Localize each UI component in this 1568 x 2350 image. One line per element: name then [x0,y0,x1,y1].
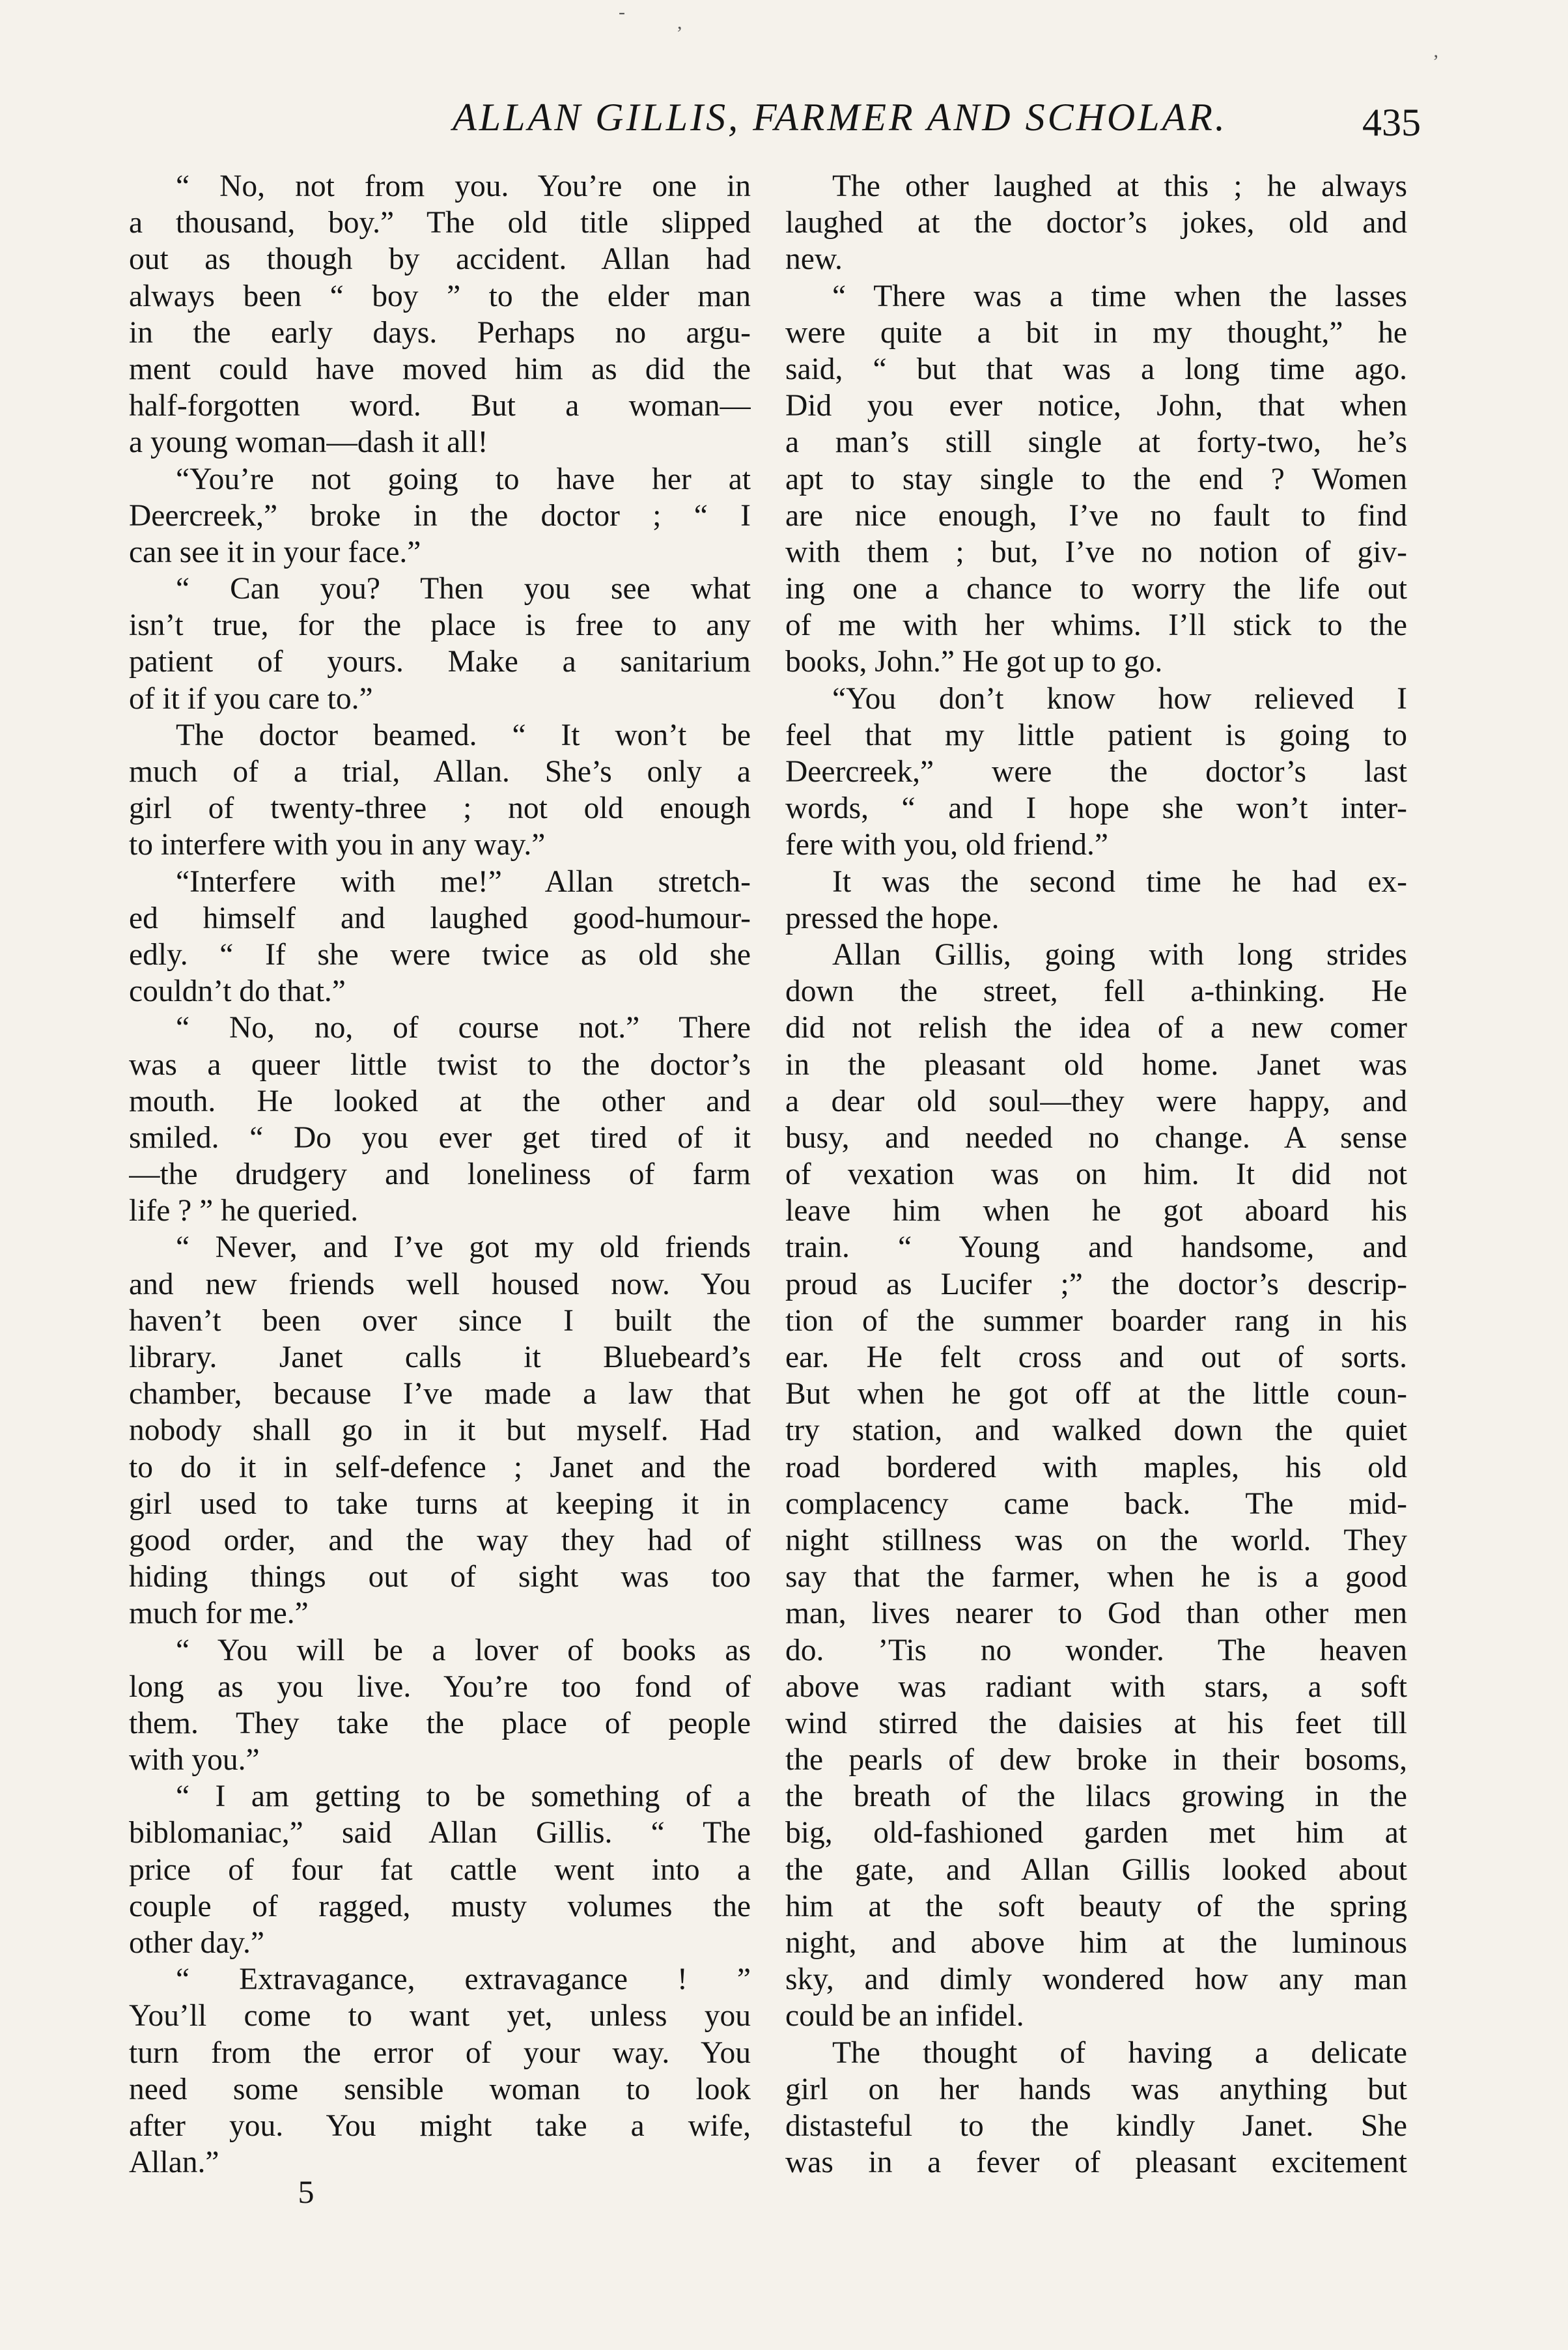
text-line: ing one a chance to worry the life out [785,572,1407,606]
text-line: “Interfere with me!” Allan stretch- [176,864,751,899]
text-line: feel that my little patient is going to [785,718,1407,752]
text-line: after you. You might take a wife, [129,2108,751,2143]
text-line: could be an infidel. [785,1999,1024,2033]
text-line: couple of ragged, musty volumes the [129,1889,751,1923]
text-line: in the pleasant old home. Janet was [785,1047,1407,1082]
page-number: 435 [1362,101,1421,144]
text-line: in the early days. Perhaps no argu- [129,315,751,350]
text-line: a young woman—dash it all! [129,425,488,460]
text-line: was in a fever of pleasant excitement [785,2145,1407,2180]
text-line: with you.” [129,1743,260,1777]
text-line: Did you ever notice, John, that when [785,389,1407,423]
text-line: biblomaniac,” said Allan Gillis. “ The [129,1816,751,1850]
text-line: library. Janet calls it Bluebeard’s [129,1340,751,1374]
text-line: the breath of the lilacs growing in the [785,1779,1407,1814]
text-line: can see it in your face.” [129,535,421,569]
text-line: The thought of having a delicate [832,2035,1407,2070]
text-line: of me with her whims. I’ll stick to the [785,608,1407,643]
text-line: sky, and dimly wondered how any man [785,1962,1407,1997]
signature-mark: 5 [298,2173,315,2210]
text-line: nobody shall go in it but myself. Had [129,1413,751,1448]
text-line: hiding things out of sight was too [129,1560,751,1594]
text-line: night stillness was on the world. They [785,1523,1407,1557]
text-line: “ I am getting to be something of a [176,1779,751,1814]
text-line: said, “ but that was a long time ago. [785,352,1407,386]
text-line: complacency came back. The mid- [785,1486,1407,1521]
text-line: girl used to take turns at keeping it in [129,1486,751,1521]
text-line: You’ll come to want yet, unless you [129,1999,751,2033]
text-line: “ No, not from you. You’re one in [176,169,751,203]
text-line: mouth. He looked at the other and [129,1084,751,1118]
text-line: ed himself and laughed good-humour- [129,901,751,935]
text-line: out as though by accident. Allan had [129,242,751,277]
text-line: smiled. “ Do you ever get tired of it [129,1120,751,1155]
text-line: are nice enough, I’ve no fault to find [785,498,1407,533]
left-text-column [129,168,751,2181]
text-line: train. “ Young and handsome, and [785,1230,1407,1265]
text-line: try station, and walked down the quiet [785,1413,1407,1448]
text-line: “ Extravagance, extravagance ! ” [176,1962,751,1997]
text-line: a dear old soul—they were happy, and [785,1084,1407,1118]
running-head-title: ALLAN GILLIS, FARMER AND SCHOLAR. [453,96,1227,139]
text-line: other day.” [129,1926,264,1960]
text-line: “You don’t know how relieved I [832,681,1407,716]
text-line: good order, and the way they had of [129,1523,751,1557]
text-line: leave him when he got aboard his [785,1194,1407,1228]
text-line: chamber, because I’ve made a law that [129,1377,751,1411]
text-line: Deercreek,” were the doctor’s last [785,755,1407,789]
text-line: “ Can you? Then you see what [176,572,751,606]
text-line: —the drudgery and loneliness of farm [129,1157,751,1192]
text-line: with them ; but, I’ve no notion of giv- [785,535,1407,569]
text-line: tion of the summer boarder rang in his [785,1303,1407,1338]
print-speck: , [677,12,682,33]
text-line: him at the soft beauty of the spring [785,1889,1407,1923]
text-line: Deercreek,” broke in the doctor ; “ I [129,498,751,533]
text-line: laughed at the doctor’s jokes, old and [785,206,1407,240]
text-line: proud as Lucifer ;” the doctor’s descrip- [785,1267,1407,1301]
text-line: night, and above him at the luminous [785,1926,1407,1960]
text-line: “ You will be a lover of books as [176,1633,751,1667]
text-line: much for me.” [129,1596,309,1631]
text-line: The other laughed at this ; he always [832,169,1407,203]
text-line: man, lives nearer to God than other men [785,1596,1407,1631]
text-line: long as you live. You’re too fond of [129,1669,751,1704]
text-line: couldn’t do that.” [129,974,346,1009]
text-line: of vexation was on him. It did not [785,1157,1407,1192]
text-line: much of a trial, Allan. She’s only a [129,755,751,789]
text-line: girl of twenty-three ; not old enough [129,791,751,826]
text-line: ear. He felt cross and out of sorts. [785,1340,1407,1374]
text-line: need some sensible woman to look [129,2072,751,2106]
text-line: of it if you care to.” [129,681,373,716]
text-line: a man’s still single at forty-two, he’s [785,425,1407,460]
text-line: fere with you, old friend.” [785,828,1108,862]
text-line: were quite a bit in my thought,” he [785,315,1407,350]
text-line: edly. “ If she were twice as old she [129,937,751,972]
text-line: down the street, fell a-thinking. He [785,974,1407,1009]
text-line: wind stirred the daisies at his feet till [785,1706,1407,1740]
text-line: above was radiant with stars, a soft [785,1669,1407,1704]
text-line: haven’t been over since I built the [129,1303,751,1338]
print-speck: ’ [1433,51,1439,72]
text-line: The doctor beamed. “ It won’t be [176,718,751,752]
text-line: ment could have moved him as did the [129,352,751,386]
text-line: pressed the hope. [785,901,1000,935]
text-line: books, John.” He got up to go. [785,645,1163,679]
text-line: It was the second time he had ex- [832,864,1407,899]
text-line: Allan Gillis, going with long strides [832,937,1407,972]
text-line: “ No, no, of course not.” There [176,1011,751,1045]
text-line: the gate, and Allan Gillis looked about [785,1852,1407,1887]
text-line: half-forgotten word. But a woman— [129,389,751,423]
text-line: “ There was a time when the lasses [832,279,1407,313]
text-line: big, old-fashioned garden met him at [785,1816,1407,1850]
text-line: Allan.” [129,2145,219,2180]
text-line: words, “ and I hope she won’t inter- [785,791,1407,826]
text-line: road bordered with maples, his old [785,1450,1407,1484]
text-line: busy, and needed no change. A sense [785,1120,1407,1155]
text-line: price of four fat cattle went into a [129,1852,751,1887]
text-line: new. [785,242,843,277]
text-line: “You’re not going to have her at [176,462,751,496]
text-line: patient of yours. Make a sanitarium [129,645,751,679]
text-line: to do it in self-defence ; Janet and the [129,1450,751,1484]
print-speck: - [619,1,625,23]
text-line: girl on her hands was anything but [785,2072,1407,2106]
text-line: did not relish the idea of a new comer [785,1011,1407,1045]
text-line: to interfere with you in any way.” [129,828,546,862]
text-line: “ Never, and I’ve got my old friends [176,1230,751,1265]
text-line: and new friends well housed now. You [129,1267,751,1301]
text-line: apt to stay single to the end ? Women [785,462,1407,496]
text-line: life ? ” he queried. [129,1194,359,1228]
text-line: But when he got off at the little coun- [785,1377,1407,1411]
text-line: always been “ boy ” to the elder man [129,279,751,313]
text-line: a thousand, boy.” The old title slipped [129,206,751,240]
text-line: the pearls of dew broke in their bosoms, [785,1743,1407,1777]
text-line: was a queer little twist to the doctor’s [129,1047,751,1082]
text-line: say that the farmer, when he is a good [785,1560,1407,1594]
text-line: isn’t true, for the place is free to any [129,608,751,643]
right-text-column [785,168,1407,2181]
text-line: them. They take the place of people [129,1706,751,1740]
text-line: turn from the error of your way. You [129,2035,751,2070]
text-line: distasteful to the kindly Janet. She [785,2108,1407,2143]
text-line: do. ’Tis no wonder. The heaven [785,1633,1407,1667]
